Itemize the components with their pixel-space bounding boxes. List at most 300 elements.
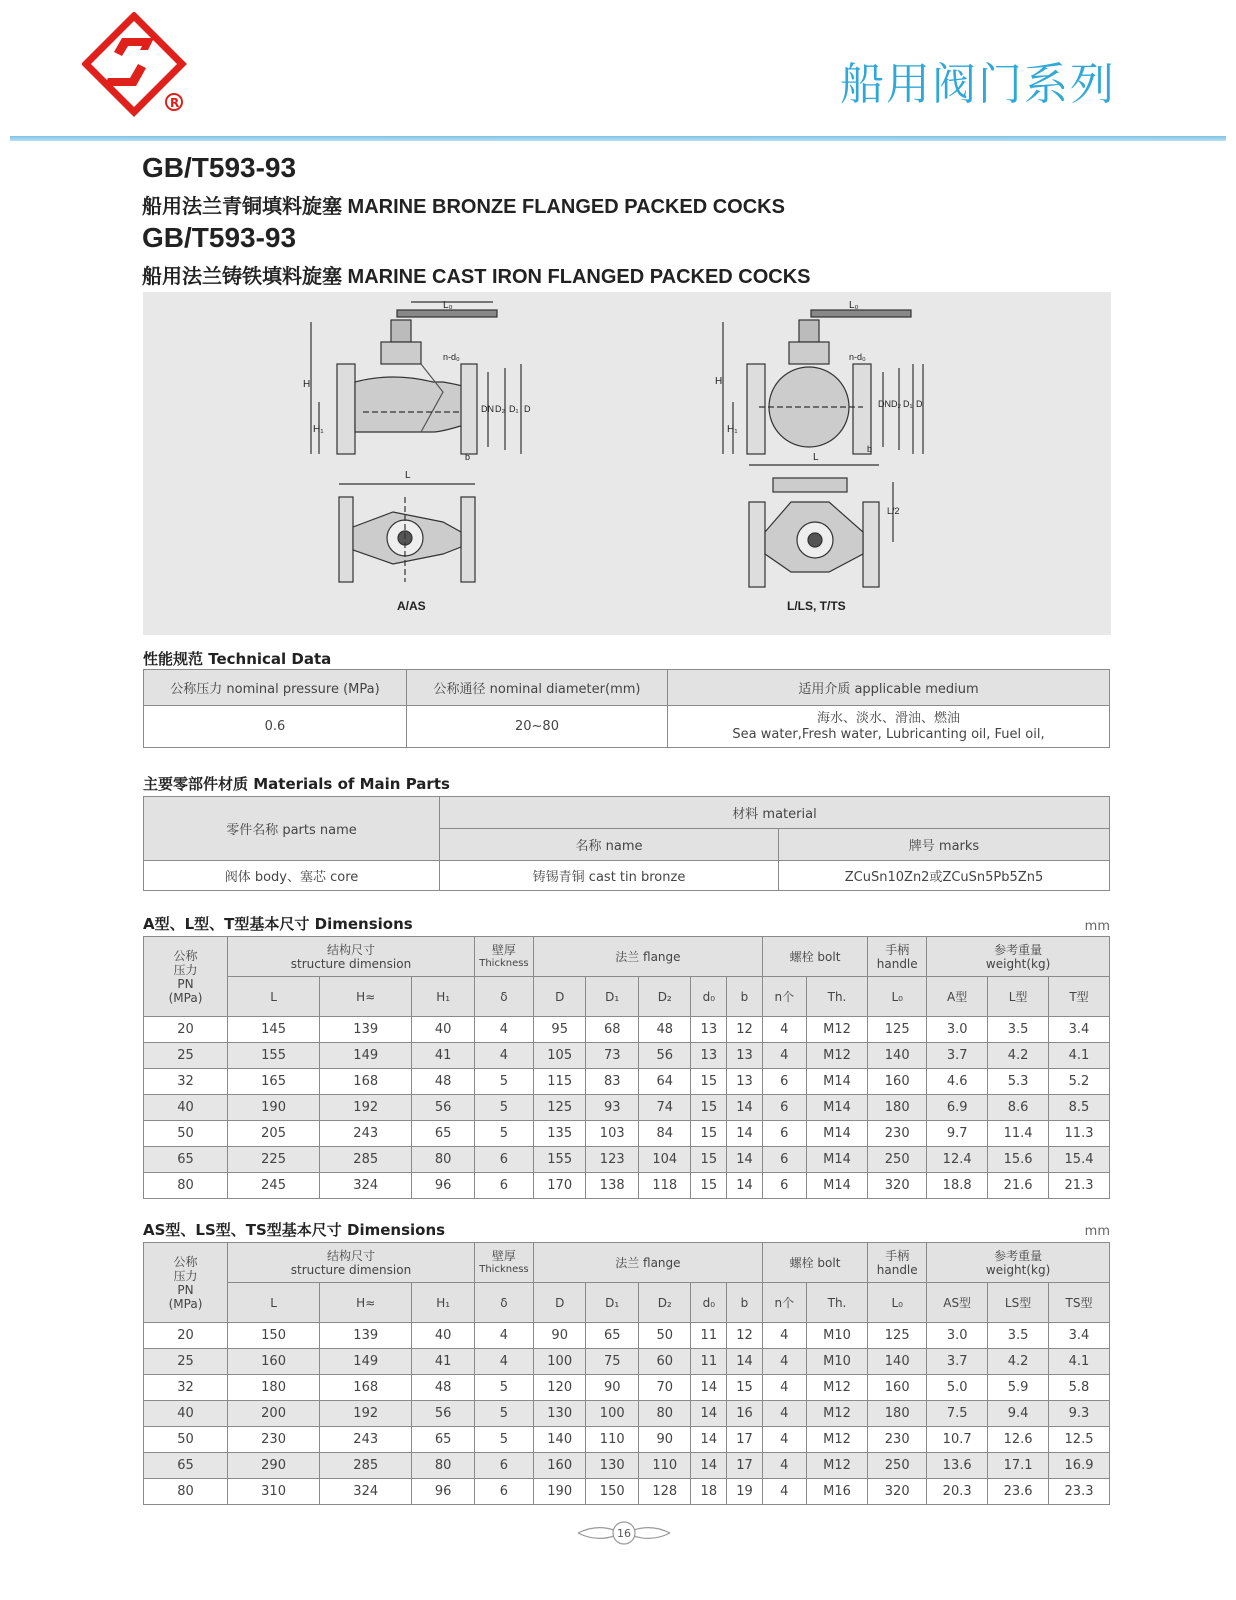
table-cell: 6: [762, 1173, 806, 1199]
table-cell: M14: [806, 1095, 867, 1121]
table-cell: 74: [638, 1095, 691, 1121]
table-cell: 149: [320, 1043, 412, 1069]
th-nominal-pressure: 公称压力 nominal pressure (MPa): [144, 670, 407, 706]
medium-cn: 海水、淡水、滑油、燃油: [816, 710, 960, 726]
table-cell: 6: [762, 1121, 806, 1147]
materials-title: 主要零部件材质 Materials of Main Parts: [143, 775, 450, 793]
table-row: [144, 1043, 1110, 1069]
dims-as-subheader: [144, 1283, 1110, 1323]
th-col-11: L₀: [868, 1283, 927, 1323]
th-col-8: b: [727, 1283, 763, 1323]
table-cell: 32: [144, 1069, 228, 1095]
table-cell: 8.5: [1049, 1095, 1110, 1121]
table-cell: 21.3: [1049, 1173, 1110, 1199]
table-cell: 6: [474, 1453, 533, 1479]
thickness-cn: 壁厚: [491, 1248, 516, 1263]
table-cell: 12: [727, 1017, 763, 1043]
table-cell: 128: [638, 1479, 691, 1505]
table-cell: M10: [806, 1323, 867, 1349]
table-cell: 190: [228, 1095, 320, 1121]
table-cell: 4: [762, 1427, 806, 1453]
product-title-bronze: 船用法兰青铜填料旋塞 MARINE BRONZE FLANGED PACKED COCKS: [142, 196, 785, 218]
table-cell: 155: [228, 1043, 320, 1069]
table-cell: 4: [474, 1017, 533, 1043]
table-cell: 5: [474, 1069, 533, 1095]
table-cell: 5: [474, 1427, 533, 1453]
caption-a-as: A/AS: [397, 599, 426, 613]
table-cell: 23.3: [1049, 1479, 1110, 1505]
table-cell: 14: [691, 1453, 727, 1479]
label-nd-left: n-d₀: [443, 352, 460, 362]
table-cell: 225: [228, 1147, 320, 1173]
table-cell: 192: [320, 1095, 412, 1121]
table-cell: 5: [474, 1095, 533, 1121]
label-d-left: D: [524, 404, 531, 414]
table-cell: 73: [586, 1043, 639, 1069]
th-col-9: n个: [762, 1283, 806, 1323]
table-cell: 5.9: [988, 1375, 1049, 1401]
th-col-1: H≈: [320, 977, 412, 1017]
table-cell: 320: [868, 1173, 927, 1199]
th-col-5: D₁: [586, 1283, 639, 1323]
table-row: [144, 1173, 1110, 1199]
table-cell: 4: [762, 1375, 806, 1401]
table-cell: 140: [533, 1427, 586, 1453]
th-pn: 公称 压力 PN (MPa): [144, 1243, 228, 1323]
label-dn-right: DN: [878, 399, 891, 409]
table-cell: 64: [638, 1069, 691, 1095]
valve-drawings: [143, 292, 1111, 635]
table-cell: 290: [228, 1453, 320, 1479]
table-cell: 50: [144, 1121, 228, 1147]
table-cell: 160: [868, 1069, 927, 1095]
table-cell: 13: [691, 1043, 727, 1069]
th-col-10: Th.: [806, 977, 867, 1017]
table-cell: 5: [474, 1401, 533, 1427]
table-row: [144, 1375, 1110, 1401]
table-cell: 140: [868, 1349, 927, 1375]
table-cell: 4: [762, 1349, 806, 1375]
table-cell: 15: [727, 1375, 763, 1401]
table-cell: 4: [762, 1401, 806, 1427]
table-cell: 310: [228, 1479, 320, 1505]
table-cell: M16: [806, 1479, 867, 1505]
table-cell: 4: [762, 1453, 806, 1479]
table-cell: 138: [586, 1173, 639, 1199]
table-cell: 14: [691, 1427, 727, 1453]
table-cell: 4: [762, 1043, 806, 1069]
table-cell: 4: [474, 1043, 533, 1069]
thickness-en: Thickness: [479, 957, 529, 969]
table-cell: 125: [533, 1095, 586, 1121]
table-cell: 18.8: [927, 1173, 988, 1199]
td-material-name: 铸锡青铜 cast tin bronze: [440, 861, 779, 891]
table-cell: 11: [691, 1323, 727, 1349]
table-cell: 320: [868, 1479, 927, 1505]
table-cell: 15: [691, 1095, 727, 1121]
table-row: [144, 1095, 1110, 1121]
table-cell: 14: [727, 1121, 763, 1147]
th-weight: 参考重量 weight(kg): [927, 1243, 1110, 1283]
label-l-right: L: [813, 452, 819, 463]
label-h1-right: H₁: [727, 424, 738, 435]
table-cell: 17: [727, 1427, 763, 1453]
table-cell: 160: [533, 1453, 586, 1479]
label-d2-left: D₂: [495, 404, 505, 414]
th-weight-col-1: LS型: [988, 1283, 1049, 1323]
label-dn-left: DN: [481, 404, 494, 414]
series-title: 船用阀门系列: [840, 59, 1116, 110]
thickness-en: Thickness: [479, 1263, 529, 1275]
th-structure: 结构尺寸 structure dimension: [228, 1243, 475, 1283]
valve-l-elevation: [723, 310, 923, 454]
th-nominal-diameter: 公称通径 nominal diameter(mm): [407, 670, 668, 706]
table-cell: 3.5: [988, 1017, 1049, 1043]
dims-as-unit: mm: [1084, 1224, 1110, 1239]
table-cell: 180: [868, 1401, 927, 1427]
table-cell: 104: [638, 1147, 691, 1173]
table-cell: 70: [638, 1375, 691, 1401]
table-cell: 324: [320, 1479, 412, 1505]
table-cell: 20.3: [927, 1479, 988, 1505]
label-b-right: b: [867, 444, 873, 454]
table-cell: M12: [806, 1043, 867, 1069]
caption-l-t: L/LS, T/TS: [787, 599, 846, 613]
table-cell: 20: [144, 1017, 228, 1043]
table-cell: 19: [727, 1479, 763, 1505]
table-row: [144, 1479, 1110, 1505]
table-cell: 110: [638, 1453, 691, 1479]
th-col-3: δ: [474, 977, 533, 1017]
company-logo: [82, 12, 192, 117]
table-cell: 40: [412, 1017, 475, 1043]
table-cell: 40: [144, 1095, 228, 1121]
table-cell: 285: [320, 1147, 412, 1173]
table-cell: 4: [762, 1323, 806, 1349]
table-cell: 250: [868, 1147, 927, 1173]
table-cell: 14: [691, 1375, 727, 1401]
table-cell: 48: [412, 1069, 475, 1095]
td-marks: ZCuSn10Zn2或ZCuSn5Pb5Zn5: [779, 861, 1110, 891]
th-col-7: d₀: [691, 1283, 727, 1323]
th-bolt: 螺栓 bolt: [762, 1243, 867, 1283]
table-cell: 48: [412, 1375, 475, 1401]
table-cell: 15: [691, 1147, 727, 1173]
page-number: 16: [617, 1527, 631, 1540]
table-cell: 93: [586, 1095, 639, 1121]
table-cell: 4.1: [1049, 1043, 1110, 1069]
table-cell: M14: [806, 1069, 867, 1095]
th-flange: 法兰 flange: [533, 1243, 762, 1283]
table-cell: 4.1: [1049, 1349, 1110, 1375]
standard-code-2: GB/T593-93: [142, 222, 297, 253]
table-cell: 125: [868, 1017, 927, 1043]
table-cell: 6.9: [927, 1095, 988, 1121]
product-title-cast-iron: 船用法兰铸铁填料旋塞 MARINE CAST IRON FLANGED PACKED COCKS: [142, 266, 811, 288]
medium-en: Sea water,Fresh water, Lubricanting oil, Fuel oil,: [732, 726, 1045, 742]
th-handle: 手柄 handle: [868, 1243, 927, 1283]
table-cell: 100: [533, 1349, 586, 1375]
table-cell: 168: [320, 1069, 412, 1095]
label-d1-right: D₁: [903, 399, 913, 409]
table-cell: 6: [762, 1069, 806, 1095]
table-cell: 6: [474, 1173, 533, 1199]
dims-as-title: AS型、LS型、TS型基本尺寸 Dimensions: [143, 1221, 446, 1239]
table-cell: 25: [144, 1349, 228, 1375]
dims-a-unit: mm: [1084, 919, 1110, 934]
th-parts-name: 零件名称 parts name: [144, 797, 440, 861]
table-row: [144, 1401, 1110, 1427]
table-cell: 11: [691, 1349, 727, 1375]
th-col-0: L: [228, 1283, 320, 1323]
table-cell: 5: [474, 1121, 533, 1147]
table-cell: M12: [806, 1453, 867, 1479]
th-col-10: Th.: [806, 1283, 867, 1323]
table-cell: 20: [144, 1323, 228, 1349]
table-row: [144, 1323, 1110, 1349]
label-l-left: L: [405, 470, 411, 481]
th-col-4: D: [533, 977, 586, 1017]
th-pn: 公称 压力 PN (MPa): [144, 937, 228, 1017]
table-cell: 123: [586, 1147, 639, 1173]
table-cell: 18: [691, 1479, 727, 1505]
table-cell: 4: [762, 1479, 806, 1505]
th-col-1: H≈: [320, 1283, 412, 1323]
table-cell: 8.6: [988, 1095, 1049, 1121]
table-cell: 205: [228, 1121, 320, 1147]
table-cell: 14: [727, 1349, 763, 1375]
table-cell: 4.2: [988, 1043, 1049, 1069]
table-cell: 13: [727, 1069, 763, 1095]
table-cell: 14: [727, 1173, 763, 1199]
table-cell: 6: [474, 1147, 533, 1173]
valve-l-plan: [749, 465, 893, 587]
table-cell: 15: [691, 1173, 727, 1199]
th-name: 名称 name: [440, 829, 779, 861]
table-cell: M14: [806, 1121, 867, 1147]
table-cell: 120: [533, 1375, 586, 1401]
table-cell: 3.5: [988, 1323, 1049, 1349]
table-cell: 149: [320, 1349, 412, 1375]
table-cell: 180: [228, 1375, 320, 1401]
table-cell: 56: [412, 1401, 475, 1427]
th-marks: 牌号 marks: [779, 829, 1110, 861]
table-cell: 95: [533, 1017, 586, 1043]
table-cell: 65: [144, 1453, 228, 1479]
table-cell: 9.3: [1049, 1401, 1110, 1427]
table-cell: 21.6: [988, 1173, 1049, 1199]
table-cell: 230: [868, 1427, 927, 1453]
th-applicable-medium: 适用介质 applicable medium: [668, 670, 1110, 706]
table-cell: 100: [586, 1401, 639, 1427]
table-cell: 115: [533, 1069, 586, 1095]
table-row: [144, 1453, 1110, 1479]
label-h1-left: H₁: [313, 424, 324, 435]
table-cell: 80: [144, 1173, 228, 1199]
thickness-cn: 壁厚: [491, 942, 516, 957]
label-l2-right: L/2: [887, 506, 900, 516]
table-cell: 14: [727, 1147, 763, 1173]
table-cell: 145: [228, 1017, 320, 1043]
table-cell: 12.5: [1049, 1427, 1110, 1453]
table-cell: 68: [586, 1017, 639, 1043]
table-cell: 80: [412, 1453, 475, 1479]
table-cell: 5.2: [1049, 1069, 1110, 1095]
table-cell: M14: [806, 1173, 867, 1199]
page-number-ornament: [576, 1520, 672, 1546]
th-col-5: D₁: [586, 977, 639, 1017]
table-cell: 56: [638, 1043, 691, 1069]
table-cell: 5: [474, 1375, 533, 1401]
th-weight-col-0: AS型: [927, 1283, 988, 1323]
table-row: [144, 1069, 1110, 1095]
table-cell: 11.3: [1049, 1121, 1110, 1147]
table-cell: 150: [586, 1479, 639, 1505]
table-cell: 5.0: [927, 1375, 988, 1401]
th-col-3: δ: [474, 1283, 533, 1323]
th-weight-col-0: A型: [927, 977, 988, 1017]
th-thickness: [474, 937, 533, 977]
th-weight-col-2: T型: [1049, 977, 1110, 1017]
table-cell: 13.6: [927, 1453, 988, 1479]
dims-a-title: A型、L型、T型基本尺寸 Dimensions: [143, 915, 413, 933]
diagram-panel: [143, 292, 1111, 635]
table-cell: M12: [806, 1017, 867, 1043]
table-cell: 192: [320, 1401, 412, 1427]
table-cell: 9.4: [988, 1401, 1049, 1427]
table-cell: 200: [228, 1401, 320, 1427]
label-l0-right: L₀: [849, 300, 859, 311]
table-cell: 15: [691, 1069, 727, 1095]
valve-a-plan: [339, 484, 475, 582]
dims-as-body: [144, 1323, 1110, 1505]
table-cell: 50: [144, 1427, 228, 1453]
table-cell: M12: [806, 1401, 867, 1427]
th-bolt: 螺栓 bolt: [762, 937, 867, 977]
table-cell: 3.4: [1049, 1323, 1110, 1349]
th-col-6: D₂: [638, 1283, 691, 1323]
table-cell: 243: [320, 1427, 412, 1453]
table-cell: 12: [727, 1323, 763, 1349]
table-cell: 243: [320, 1121, 412, 1147]
table-cell: 130: [586, 1453, 639, 1479]
table-cell: 150: [228, 1323, 320, 1349]
table-cell: 41: [412, 1349, 475, 1375]
table-cell: 80: [412, 1147, 475, 1173]
table-cell: 3.0: [927, 1017, 988, 1043]
table-cell: 245: [228, 1173, 320, 1199]
table-cell: 17: [727, 1453, 763, 1479]
table-cell: 65: [412, 1121, 475, 1147]
table-cell: 250: [868, 1453, 927, 1479]
label-h-right: H: [715, 376, 723, 387]
table-cell: 4: [762, 1017, 806, 1043]
td-pressure: 0.6: [144, 706, 407, 748]
valve-a-elevation: [311, 302, 521, 454]
table-cell: 190: [533, 1479, 586, 1505]
th-col-9: n个: [762, 977, 806, 1017]
table-cell: 40: [412, 1323, 475, 1349]
th-flange: 法兰 flange: [533, 937, 762, 977]
table-cell: 15.6: [988, 1147, 1049, 1173]
table-cell: 40: [144, 1401, 228, 1427]
th-col-6: D₂: [638, 977, 691, 1017]
table-cell: 7.5: [927, 1401, 988, 1427]
table-cell: 9.7: [927, 1121, 988, 1147]
table-row: [144, 1121, 1110, 1147]
label-d2-right: D₂: [891, 399, 901, 409]
table-cell: 110: [586, 1427, 639, 1453]
table-cell: 65: [144, 1147, 228, 1173]
table-cell: 4: [474, 1349, 533, 1375]
table-cell: 96: [412, 1479, 475, 1505]
table-cell: 170: [533, 1173, 586, 1199]
header-rule: [10, 136, 1226, 141]
th-col-8: b: [727, 977, 763, 1017]
table-cell: 230: [228, 1427, 320, 1453]
th-thickness: [474, 1243, 533, 1283]
label-d1-left: D₁: [509, 404, 519, 414]
th-col-7: d₀: [691, 977, 727, 1017]
table-cell: 4: [474, 1323, 533, 1349]
table-cell: 180: [868, 1095, 927, 1121]
table-cell: 13: [691, 1017, 727, 1043]
table-cell: 130: [533, 1401, 586, 1427]
table-cell: 80: [638, 1401, 691, 1427]
table-cell: M14: [806, 1147, 867, 1173]
table-cell: 65: [412, 1427, 475, 1453]
th-weight: 参考重量 weight(kg): [927, 937, 1110, 977]
th-col-0: L: [228, 977, 320, 1017]
table-cell: 14: [691, 1401, 727, 1427]
table-cell: 23.6: [988, 1479, 1049, 1505]
table-cell: 165: [228, 1069, 320, 1095]
materials-table: [143, 796, 1110, 891]
table-cell: 5.8: [1049, 1375, 1110, 1401]
table-cell: 285: [320, 1453, 412, 1479]
table-cell: 96: [412, 1173, 475, 1199]
table-cell: 4.2: [988, 1349, 1049, 1375]
table-cell: 12.6: [988, 1427, 1049, 1453]
table-cell: 48: [638, 1017, 691, 1043]
table-cell: 16.9: [1049, 1453, 1110, 1479]
label-d-right: D: [916, 399, 923, 409]
dims-a-body: [144, 1017, 1110, 1199]
table-cell: 168: [320, 1375, 412, 1401]
table-cell: M10: [806, 1349, 867, 1375]
th-weight-col-1: L型: [988, 977, 1049, 1017]
table-cell: 16: [727, 1401, 763, 1427]
label-h-left: H: [303, 379, 311, 390]
table-cell: 160: [228, 1349, 320, 1375]
table-row: [144, 1349, 1110, 1375]
table-cell: 3.4: [1049, 1017, 1110, 1043]
table-cell: 230: [868, 1121, 927, 1147]
table-cell: 103: [586, 1121, 639, 1147]
table-cell: 60: [638, 1349, 691, 1375]
dims-a-subheader: [144, 977, 1110, 1017]
th-weight-col-2: TS型: [1049, 1283, 1110, 1323]
table-cell: 6: [762, 1095, 806, 1121]
dims-as-table: [143, 1242, 1110, 1505]
table-cell: 83: [586, 1069, 639, 1095]
table-cell: 135: [533, 1121, 586, 1147]
table-cell: 15.4: [1049, 1147, 1110, 1173]
technical-data-table: [143, 669, 1110, 748]
th-material: 材料 material: [440, 797, 1110, 829]
table-cell: 13: [727, 1043, 763, 1069]
table-cell: 5.3: [988, 1069, 1049, 1095]
